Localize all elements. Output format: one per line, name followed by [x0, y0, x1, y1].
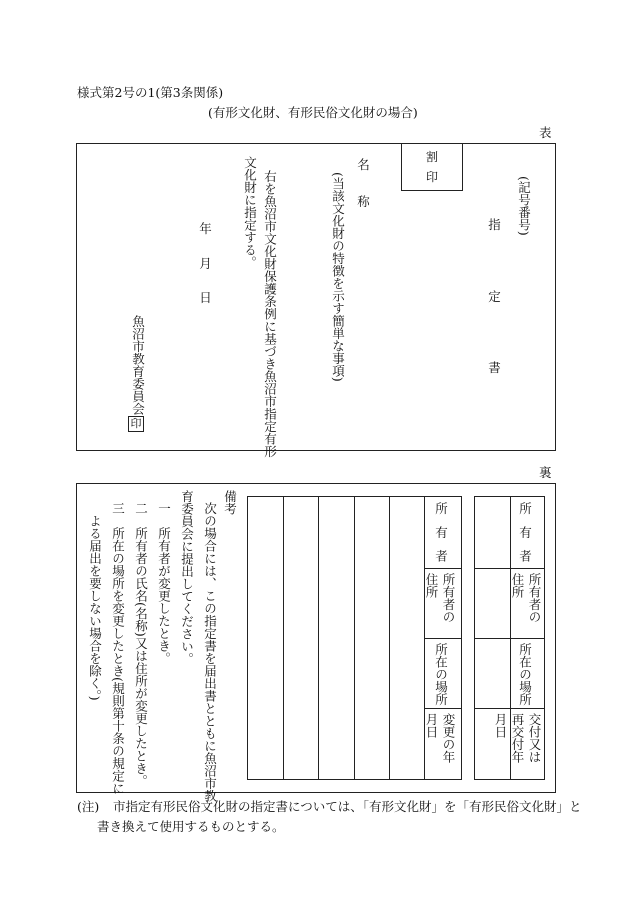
footnote-line: 市指定有形民俗文化財の指定書については、「有形文化財」を「有形民俗文化財」と — [113, 799, 582, 814]
remarks-line: 次の場合には、この指定書を届出書とともに魚沼市教 — [202, 502, 218, 802]
form-id-label: 様式第2号の1(第3条関係) — [77, 85, 224, 100]
tally-seal-char: 印 — [425, 170, 438, 184]
date-year-label: 年 — [197, 222, 213, 235]
issuance-header-date: 交付又は再交付年月日 — [493, 713, 542, 763]
footnote-line: 書き換えて使用するものとする。 — [97, 819, 285, 834]
designation-text-line: 右を魚沼市文化財保護条例に基づき魚沼市指定有形 — [262, 170, 278, 458]
date-month-label: 月 — [197, 257, 213, 270]
date-day-label: 日 — [197, 291, 213, 304]
remarks-line: 一 所有者が変更したとき。 — [156, 502, 172, 665]
remarks-line: 三 所在の場所を変更したとき(規則第十条の規定に — [110, 502, 126, 795]
document-title-char: 定 — [486, 290, 502, 303]
issuer-seal: 印 — [128, 416, 144, 432]
remarks-line: 二 所有者の氏名(名称)又は住所が変更したとき。 — [133, 502, 149, 787]
changes-header-date: 変更の年月日 — [424, 713, 456, 763]
remarks-line: よる届出を要しない場合を除く。) — [87, 502, 103, 701]
designation-text-line: 文化財に指定する。 — [242, 156, 258, 269]
issuance-header-location: 所在の場所 — [517, 643, 533, 706]
changes-header-owner: 所有者 — [433, 502, 449, 562]
changes-header-owner-address: 所有者の住所 — [424, 573, 456, 623]
front-label: 表 — [539, 125, 552, 140]
form-subtitle: (有形文化財、有形民俗文化財の場合) — [208, 105, 418, 120]
issuance-header-owner: 所有者 — [517, 502, 533, 562]
changes-header-location: 所在の場所 — [433, 643, 449, 706]
document-title-char: 指 — [486, 218, 502, 231]
front-page-box — [76, 143, 556, 451]
back-label: 裏 — [539, 465, 552, 480]
issuance-header-owner-address: 所有者の住所 — [510, 573, 542, 623]
footnote-label: (注) — [77, 799, 100, 814]
record-number: (記号番号) — [516, 176, 532, 236]
tally-seal-box — [401, 143, 463, 191]
issuer-name: 魚沼市教育委員会 — [130, 315, 146, 415]
remarks-title: 備考 — [222, 490, 238, 515]
remarks-line: 育委員会に提出してください。 — [179, 490, 195, 665]
name-label: 名 称 — [355, 158, 371, 214]
feature-note: (当該文化財の特徴を示す簡単な事項) — [330, 172, 346, 382]
tally-seal-char: 割 — [425, 150, 438, 164]
document-title-char: 書 — [486, 361, 502, 374]
